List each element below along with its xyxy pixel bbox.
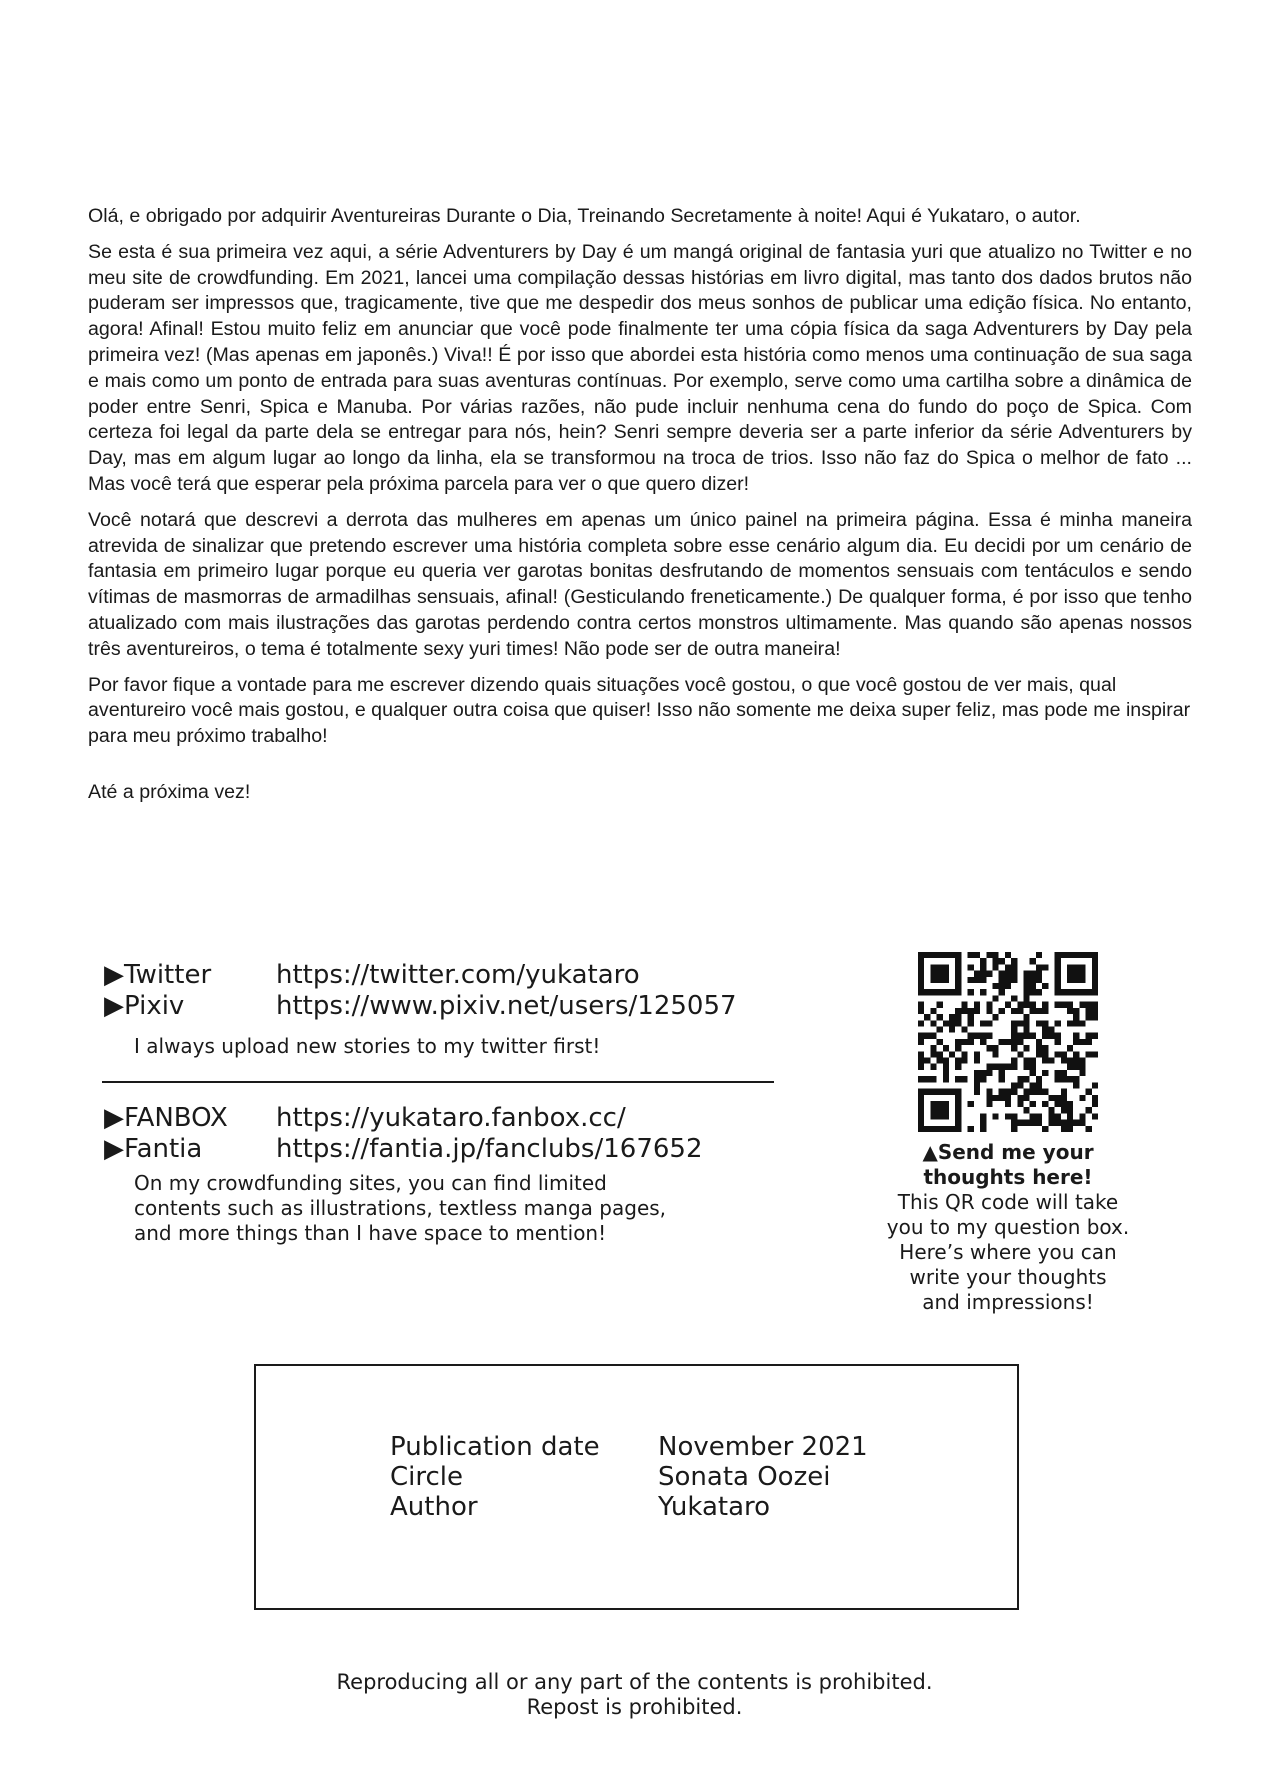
publication-row	[390, 1462, 868, 1492]
qr-caption-line: write your thoughts	[909, 1265, 1107, 1289]
publication-row	[390, 1432, 868, 1462]
publication-key: Circle	[390, 1462, 464, 1492]
footer-line: Repost is prohibited.	[526, 1695, 743, 1719]
signoff: Até a próxima vez!	[88, 780, 251, 803]
qr-headline-line: ▲Send me your	[922, 1140, 1094, 1164]
intro-paragraph: Olá, e obrigado por adquirir Aventureiras Durante o Dia, Treinando Secretamente à noite! Aqui é Yukataro, o autor.	[88, 205, 1081, 227]
social-links	[104, 960, 776, 1246]
pixiv-label: ▶Pixiv	[104, 991, 185, 1021]
body-paragraph-3: Por favor fique a vontade para me escrever dizendo quais situações você gostou, o que você gostou de ver mais, qual aventureiro você mais gostou, e qualquer outra coisa que quiser! Isso não somente me deixa super feliz, mas pode me inspirar para meu próximo trabalho!	[88, 673, 1191, 748]
qr-headline-line: thoughts here!	[923, 1165, 1093, 1189]
qr-caption-line: Here’s where you can	[899, 1240, 1117, 1264]
footer-line: Reproducing all or any part of the contents is prohibited.	[336, 1670, 933, 1694]
publication-key: Author	[390, 1492, 478, 1522]
fantia-label: ▶Fantia	[104, 1134, 203, 1164]
publication-key: Publication date	[390, 1432, 600, 1462]
qr-finder-pattern	[918, 1089, 961, 1132]
pixiv-url[interactable]: https://www.pixiv.net/users/125057	[276, 991, 737, 1021]
fanbox-url[interactable]: https://yukataro.fanbox.cc/	[276, 1103, 626, 1133]
afterword-text	[88, 204, 1192, 816]
qr-caption-line: This QR code will take	[897, 1190, 1119, 1214]
pixiv-link-row	[104, 991, 776, 1022]
qr-finder-pattern	[918, 952, 961, 995]
fantia-link-row	[104, 1134, 776, 1165]
qr-caption	[858, 1140, 1158, 1315]
fanbox-link-row	[104, 1103, 776, 1134]
qr-caption-line: and impressions!	[922, 1290, 1094, 1314]
crowdfunding-note-line: On my crowdfunding sites, you can find limited	[134, 1171, 607, 1195]
twitter-label: ▶Twitter	[104, 960, 212, 990]
qr-caption-line: you to my question box.	[886, 1215, 1130, 1239]
publication-value: November 2021	[658, 1432, 868, 1462]
body-paragraph-2: Você notará que descrevi a derrota das mulheres em apenas um único painel na primeira página. Essa é minha maneira atrevida de sinalizar que pretendo escrever uma história completa sobre esse cenário algum dia. Eu decidi por um cenário de fantasia em primeiro lugar porque eu queria ver garotas bonitas desfrutando de momentos sensuais com tentáculos e sendo vítimas de masmorras de armadilhas sensuais, afinal! (Gesticulando freneticamente.) De qualquer forma, é por isso que tenho atualizado com mais ilustrações das garotas perdendo contra certos monstros ultimamente. Mas quando são apenas nossos três aventureiros, o tema é totalmente sexy yuri times! Não pode ser de outra maneira!	[88, 508, 1192, 660]
fanbox-label: ▶FANBOX	[104, 1103, 228, 1133]
crowdfunding-note	[134, 1171, 776, 1246]
twitter-url[interactable]: https://twitter.com/yukataro	[276, 960, 640, 990]
publication-info-box	[254, 1364, 1019, 1610]
divider	[102, 1081, 774, 1083]
body-paragraph-1: Se esta é sua primeira vez aqui, a série Adventurers by Day é um mangá original de fantasia yuri que atualizo no Twitter e no meu site de crowdfunding. Em 2021, lancei uma compilação dessas histórias em livro digital, mas tanto dos dados brutos não puderam ser impressos que, tragicamente, tive que me despedir dos meus sonhos de publicar uma edição física. No entanto, agora! Afinal! Estou muito feliz em anunciar que você pode finalmente ter uma cópia física da saga Adventurers by Day pela primeira vez! (Mas apenas em japonês.) Viva!! É por isso que abordei esta história como menos uma continuação de sua saga e mais como um ponto de entrada para suas aventuras contínuas. Por exemplo, serve como uma cartilha sobre a dinâmica de poder entre Senri, Spica e Manuba. Por várias razões, não pude incluir nenhuma cena do fundo do poço de Spica. Com certeza foi legal da parte dela se entregar para nós, hein? Senri sempre deveria ser a parte inferior da série Adventurers by Day, mas em algum lugar ao longo da linha, ela se transformou na troca de trios. Isso não faz do Spica o melhor de fato ... Mas você terá que esperar pela próxima parcela para ver o que quero dizer!	[88, 240, 1192, 495]
crowdfunding-note-line: contents such as illustrations, textless manga pages,	[134, 1196, 667, 1220]
copyright-footer	[0, 1670, 1269, 1720]
publication-value: Sonata Oozei	[658, 1462, 831, 1492]
twitter-link-row	[104, 960, 776, 991]
fantia-url[interactable]: https://fantia.jp/fanclubs/167652	[276, 1134, 703, 1164]
publication-value: Yukataro	[658, 1492, 771, 1522]
publication-row	[390, 1492, 868, 1522]
qr-code[interactable]	[918, 952, 1098, 1132]
twitter-note: I always upload new stories to my twitter first!	[134, 1034, 601, 1058]
qr-finder-pattern	[1055, 952, 1098, 995]
crowdfunding-note-line: and more things than I have space to mention!	[134, 1221, 607, 1245]
qr-code-image	[918, 952, 1098, 1132]
publication-table	[390, 1432, 868, 1522]
